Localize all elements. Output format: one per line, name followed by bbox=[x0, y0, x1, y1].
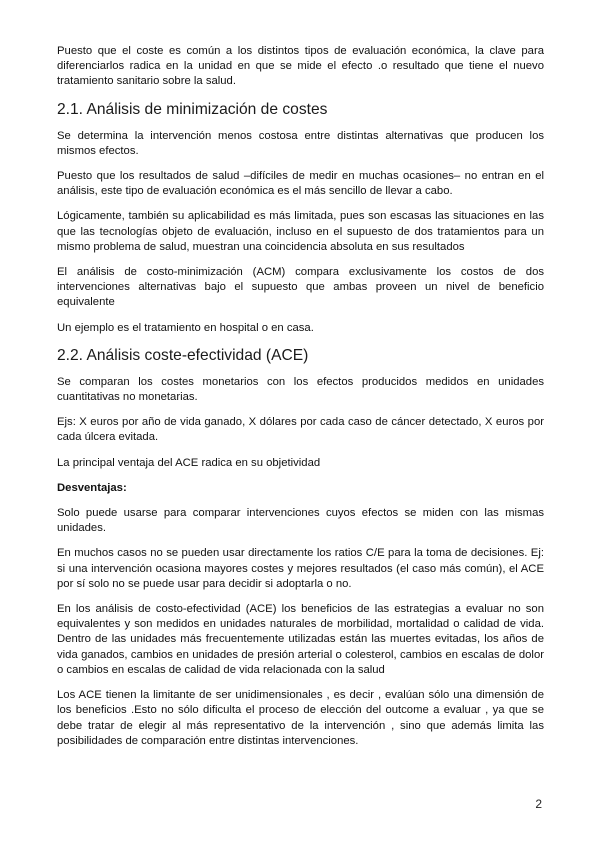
disadvantages-label: Desventajas: bbox=[57, 481, 127, 494]
section-heading-cost-effectiveness: 2.2. Análisis coste-efectividad (ACE) bbox=[57, 346, 309, 364]
page-number: 2 bbox=[535, 797, 542, 811]
paragraph: Se comparan los costes monetarios con los efectos producidos medidos en unidades cuantitativas no monetarias. bbox=[57, 375, 544, 404]
document-page bbox=[57, 44, 544, 759]
paragraph: Lógicamente, también su aplicabilidad es más limitada, pues son escasas las situaciones en las que las tecnologías objeto de evaluación, incluso en el supuesto de dos tratamientos para un mismo problema de salud, muestran una coincidencia absoluta en sus resultados bbox=[57, 210, 544, 253]
paragraph: Ejs: X euros por año de vida ganado, X dólares por cada caso de cáncer detectado, X euros por cada úlcera evitada. bbox=[57, 416, 544, 444]
disadvantage-paragraph: En los análisis de costo-efectividad (ACE) los beneficios de las estrategias a evaluar no son equivalentes y son medidos en unidades naturales de morbilidad, mortalidad o calidad de vida. Dentro de las unidades más frecuentemente utilizadas están las muertes evitadas, los años de vida ganados, cambios en unidades de presión arterial o colesterol, cambios en escalas de dolor o cambios en escalas de calidad de vida relacionada con la salud bbox=[57, 603, 544, 676]
paragraph: Se determina la intervención menos costosa entre distintas alternativas que producen los mismos efectos. bbox=[57, 129, 544, 157]
intro-paragraph: Puesto que el coste es común a los distintos tipos de evaluación económica, la clave para diferenciarlos radica en la unidad en que se mide el efecto .o resultado que tiene el nuevo tratamiento sanitario sobre la salud. bbox=[57, 45, 544, 88]
paragraph: Un ejemplo es el tratamiento en hospital o en casa. bbox=[57, 321, 314, 334]
disadvantage-paragraph: En muchos casos no se pueden usar directamente los ratios C/E para la toma de decisiones. Ej: si una intervención ocasiona mayores costes y mejores resultados (el caso más común), el ACE por sí solo no se puede usar para decidir si adoptarla o no. bbox=[57, 547, 544, 590]
section-heading-minimization: 2.1. Análisis de minimización de costes bbox=[57, 100, 328, 118]
paragraph: El análisis de costo-minimización (ACM) compara exclusivamente los costos de dos intervenciones alternativas bajo el supuesto que ambas proveen un nivel de beneficio equivalente bbox=[57, 266, 544, 309]
paragraph: La principal ventaja del ACE radica en su objetividad bbox=[57, 456, 321, 469]
disadvantage-paragraph: Los ACE tienen la limitante de ser unidimensionales , es decir , evalúan sólo una dimensión de los beneficios .Esto no sólo dificulta el proceso de elección del outcome a evaluar , ya que se debe tratar de elegir al más representativo de la intervención , sino que además limita las posibilidades de comparación entre distintas intervenciones. bbox=[57, 689, 544, 747]
disadvantage-paragraph: Solo puede usarse para comparar intervenciones cuyos efectos se miden con las mismas unidades. bbox=[57, 507, 544, 535]
paragraph: Puesto que los resultados de salud –difíciles de medir en muchas ocasiones– no entran en el análisis, este tipo de evaluación económica es el más sencillo de llevar a cabo. bbox=[57, 170, 544, 198]
